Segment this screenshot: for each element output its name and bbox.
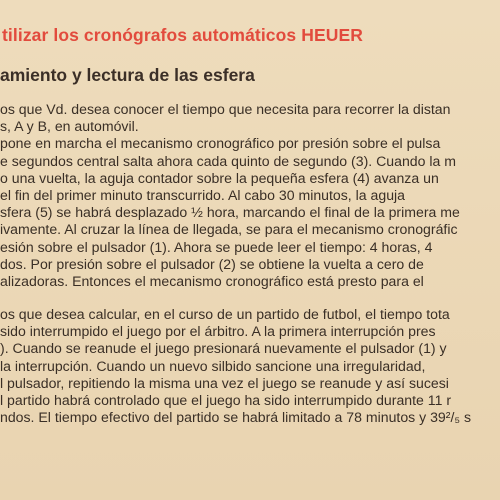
- text-line: ivamente. Al cruzar la línea de llegada, se para el mecanismo cronográfic: [0, 221, 458, 238]
- section-title: amiento y lectura de las esfera: [0, 65, 255, 85]
- text-line: sfera (5) se habrá desplazado ½ hora, marcando el final de la primera me: [0, 204, 460, 221]
- text-line: l partido habrá controlado que el juego ha sido interrumpido durante 11 r: [0, 392, 452, 408]
- text-line: alizadoras. Entonces el mecanismo cronográfico está presto para el: [0, 272, 424, 289]
- text-line: e segundos central salta ahora cada quinto de segundo (3). Cuando la m: [0, 152, 457, 169]
- paragraph-gap: [0, 290, 500, 306]
- text-line: el fin del primer minuto transcurrido. Al cabo 30 minutos, la aguja: [0, 186, 406, 203]
- text-line: sido interrumpido el juego por el árbitro. A la primera interrupción pres: [0, 323, 436, 340]
- text-line: s, A y B, en automóvil.: [0, 118, 139, 135]
- text-line: os que desea calcular, en el curso de un partido de futbol, el tiempo tota: [0, 306, 450, 323]
- document-title: tilizar los cronógrafos automáticos HEUER: [2, 25, 363, 45]
- text-line: la interrupción. Cuando un nuevo silbido sancione una irregularidad,: [0, 357, 426, 374]
- document-body: [0, 101, 500, 426]
- paragraph-2: [0, 306, 500, 426]
- paragraph-1: [0, 101, 500, 290]
- text-line: l pulsador, repitiendo la misma una vez el juego se reanude y así sucesi: [0, 374, 449, 391]
- text-line: pone en marcha el mecanismo cronográfico por presión sobre el pulsa: [0, 135, 441, 152]
- text-line: ). Cuando se reanude el juego presionará nuevamente el pulsador (1) y: [0, 340, 447, 357]
- text-line: ndos. El tiempo efectivo del partido se habrá limitado a 78 minutos y 39²/₅ s: [0, 409, 472, 426]
- text-line: esión sobre el pulsador (1). Ahora se puede leer el tiempo: 4 horas, 4: [0, 238, 433, 255]
- text-line: os que Vd. desea conocer el tiempo que necesita para recorrer la distan: [0, 101, 451, 117]
- text-line: o una vuelta, la aguja contador sobre la pequeña esfera (4) avanza un: [0, 169, 439, 186]
- text-line: dos. Por presión sobre el pulsador (2) se obtiene la vuelta a cero de: [0, 255, 424, 272]
